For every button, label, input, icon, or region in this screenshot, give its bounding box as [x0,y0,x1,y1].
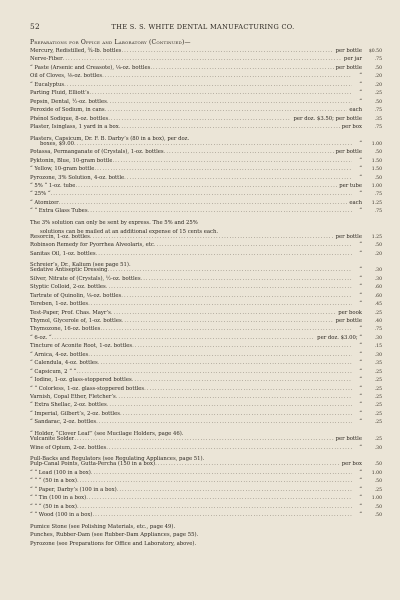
item-label: “ “ “ (50 in a box) [30,503,77,510]
leader-dots [105,106,348,114]
item-unit: “ [359,242,362,249]
page-header [30,22,382,31]
item-price: .25 [374,437,382,443]
item-unit: per bottle [335,318,362,324]
item-label: “ 25% “ [30,191,51,198]
price-row [30,444,382,452]
price-row [30,216,382,227]
leader-dots [132,376,352,384]
item-unit: “ [359,267,362,274]
item-price: .50 [374,99,382,105]
item-price: .35 [374,116,382,122]
item-unit: “ [359,191,362,198]
leader-dots [51,190,352,198]
price-row [30,275,382,283]
page-number: 52 [30,22,41,31]
leader-dots [92,511,352,519]
item-label: The 3% solution can only be sent by express. The 5% and 25% [30,220,198,227]
leader-dots [107,401,352,409]
leader-dots [100,325,352,333]
leader-dots [108,266,352,274]
item-label: Silver, Nitrate of (Crystals), ½-oz. bottles [30,275,141,282]
price-row [30,469,382,477]
item-price: .50 [374,150,382,156]
item-label: “ “ “ (50 in a box) [30,478,77,485]
item-label: Punches, Rubber-Dam (see Rubber-Dam Appliances, page 55). [30,532,199,539]
item-price: .35 [374,361,382,367]
leader-dots [120,410,352,418]
price-row [30,123,382,131]
item-unit: “ [359,326,362,333]
price-row [30,368,382,376]
leader-dots [131,258,352,266]
leader-dots [132,342,352,350]
leader-dots [112,157,352,165]
price-row [30,520,382,528]
price-row [30,106,382,114]
price-row [30,351,382,359]
item-label: “ Paste (Arsenic and Creasote), ⅛-oz. bottles [30,64,151,71]
section-title: Preparations for Office and Laboratory (Continued)— [30,39,191,46]
price-row [30,199,382,207]
leader-dots [150,64,333,72]
price-row [30,342,382,350]
leader-dots [119,123,340,131]
item-price: 1.00 [371,184,382,189]
price-row [30,477,382,485]
item-unit: “ [359,208,362,215]
item-unit: “ [359,250,362,257]
leader-dots [164,148,334,156]
leader-dots [141,275,352,283]
price-row [30,309,382,317]
item-unit: “ [359,292,362,299]
item-label: Sedative Antiseptic Dressing [30,267,108,274]
leader-dots [122,317,334,325]
leader-dots [52,334,316,342]
price-row [30,250,382,258]
item-label: boxes, $9.00 [40,140,74,147]
price-row [30,410,382,418]
leader-dots [124,174,352,182]
item-price: .75 [374,327,382,333]
leader-dots [196,536,352,544]
item-unit: “ [359,140,362,147]
price-row [30,165,382,173]
price-row [30,334,382,342]
item-unit: “ [359,402,362,409]
price-row [30,401,382,409]
leader-dots [204,452,352,460]
item-price: .50 [374,175,382,181]
item-unit: “ [359,503,362,510]
item-unit: per bottle [335,48,362,54]
item-price: .40 [374,319,382,324]
item-label: Pyrozone (see Preparations for Office and Laboratory, above). [30,540,197,547]
leader-dots [96,250,352,258]
item-price: .25 [374,420,382,426]
leader-dots [96,418,352,426]
item-price: 1.50 [371,158,382,164]
item-unit: per book [338,309,362,316]
item-price: .25 [374,91,382,97]
item-price: .30 [374,276,382,282]
leader-dots [218,224,352,232]
leader-dots [198,216,352,224]
item-unit: “ [359,410,362,417]
item-label: Peroxide of Sodium, in cans [30,107,105,114]
item-label: “ Calendula, 4-oz. bottles [30,360,98,367]
leader-dots [106,444,352,452]
leader-dots [63,55,342,63]
leader-dots [183,427,352,435]
price-row [30,393,382,401]
item-price: 1.00 [371,496,382,502]
leader-dots [98,359,352,367]
item-price: 1.00 [371,470,382,476]
leader-dots [88,207,352,215]
leader-dots [74,435,333,443]
price-row [30,131,382,142]
item-unit: “ [359,90,362,97]
item-label: “ Atomizer [30,199,59,206]
item-label: “ 5% “ 1-oz. tube [30,183,76,189]
item-price: .50 [374,504,382,510]
item-label: Nerve-Fiber [30,56,63,63]
leader-dots [91,469,352,477]
item-label: Thymozone, 16-oz. bottles [30,326,101,333]
price-row [30,376,382,384]
price-row [30,325,382,333]
item-unit: “ [359,368,362,375]
item-price: .50 [374,479,382,485]
item-unit: per tube [339,183,362,189]
leader-dots [86,494,352,502]
price-row [30,511,382,519]
leader-dots [94,165,352,173]
leader-dots [77,503,352,511]
item-price: .30 [374,352,382,358]
price-row [30,427,382,438]
item-unit: “ [359,351,362,358]
item-unit: “ [359,284,362,291]
price-row [30,190,382,198]
item-label: Pull-Backs and Regulators (see Regulating Appliances, page 51). [30,456,205,463]
item-label: “ Iodine, 1-oz. glass-stoppered bottles [30,377,132,384]
item-unit: “ [359,385,362,392]
item-price: .50 [374,65,382,71]
price-row [30,486,382,494]
item-unit: “ [359,157,362,164]
price-row [30,81,382,89]
item-price: .25 [374,411,382,417]
price-row [30,460,382,468]
item-label: Test-Paper, Prof. Chas. Mayr’s [30,309,111,316]
item-label: Tartrate of Quinolin, ⅛-oz. bottles [30,292,122,299]
item-label: “ Capsicum, 2 “ “ [30,368,77,375]
item-label: Varnish, Copal Ether, Fletcher’s [30,393,116,400]
item-label: “ Arnica, 4-oz. bottles [30,351,89,358]
item-label: Pepsin, Dental, ½-oz. bottles [30,98,107,105]
item-label: Resorcin, 1-oz. bottles [30,233,90,240]
leader-dots [144,385,352,393]
item-label: Wine of Opium, 2-oz. bottles [30,444,107,451]
item-label: Pyktonin, Blue, 10-gram bottle [30,157,113,164]
item-unit: each [349,199,362,206]
price-row [30,148,382,156]
price-row [30,55,382,63]
item-label: Parting Fluid, Elliott’s [30,90,90,97]
price-row [30,452,382,463]
item-price: .15 [374,344,382,350]
price-row [30,494,382,502]
item-unit: “ [359,166,362,173]
price-row [30,418,382,426]
item-label: Mercury, Redistilled, ¾-lb. bottles [30,48,122,54]
leader-dots [121,292,352,300]
item-label: Potassa, Permanganate of (Crystals), 1-oz. bottles [30,149,164,156]
item-price: 1.50 [371,167,382,173]
item-price: .75 [374,108,382,114]
price-row [30,115,382,123]
item-price: .75 [374,192,382,198]
price-row [30,89,382,97]
item-unit: per bottle [335,149,362,156]
leader-dots [198,528,352,536]
price-row [30,300,382,308]
item-label: “ Sandarac, 2-oz. bottles [30,419,97,426]
item-price: .30 [374,335,382,341]
item-price: .25 [374,310,382,316]
leader-dots [90,233,334,241]
price-row [30,64,382,72]
item-label: “ Eucalyptus [30,81,65,88]
item-unit: “ [359,486,362,493]
item-label: Pyrozone, 3% Solution, 4-oz. bottle [30,174,125,181]
item-price: .30 [374,445,382,451]
item-unit: per bottle [335,436,362,443]
leader-dots [117,486,352,494]
leader-dots [102,72,352,80]
price-row [30,503,382,511]
price-row [30,98,382,106]
item-unit: “ [359,275,362,282]
price-row [30,233,382,241]
price-row [30,317,382,325]
leader-dots [75,182,337,190]
item-price: 1.00 [371,141,382,147]
leader-dots [154,241,352,249]
item-price: .60 [374,285,382,291]
price-list [30,47,382,545]
price-row [30,283,382,291]
item-unit: per doz. $3.00; “ [317,334,362,341]
price-row [30,266,382,274]
item-price: .25 [374,403,382,409]
price-row [30,182,382,190]
item-label: “ “ Lead (100 in a box) [30,469,91,476]
item-price: .45 [374,302,382,308]
leader-dots [88,351,352,359]
item-price: .50 [374,513,382,519]
item-price: .20 [374,82,382,88]
item-unit: per doz. $3.50; per bottle [293,115,362,122]
item-label: “ “ Wood (100 in a box) [30,512,93,519]
item-label: Vulcanite Solder [30,436,75,443]
leader-dots [74,140,352,148]
item-unit: “ [359,393,362,400]
item-unit: “ [359,512,362,519]
item-unit: “ [359,469,362,476]
price-row [30,207,382,215]
item-price: .25 [374,369,382,375]
price-row [30,174,382,182]
item-price: .75 [374,124,382,130]
leader-dots [64,81,352,89]
item-label: Tincture of Aconite Root, 1-oz. bottles [30,343,133,350]
item-price: .25 [374,378,382,384]
leader-dots [59,199,348,207]
leader-dots [76,368,352,376]
item-label: Styptic Colloid, 2-oz. bottles [30,284,106,291]
price-row [30,258,382,269]
item-price: .50 [374,243,382,249]
item-label: Schreier’s, Dr., Kalium (see page 51). [30,262,131,269]
item-label: solutions can be mailed at an additional expense of 15 cents each. [40,228,219,235]
item-label: “ Holder, “Clover Leaf” (see Mucilage Holders, page 46). [30,431,184,438]
item-unit: per bottle [335,233,362,240]
leader-dots [88,300,352,308]
item-unit: “ [359,478,362,485]
price-row [30,359,382,367]
item-price: $0.50 [368,49,382,54]
item-price: .20 [374,74,382,80]
item-unit: each [349,107,362,114]
leader-dots [116,393,352,401]
price-row [30,241,382,249]
item-price: .60 [374,293,382,299]
item-unit: per bottle [335,64,362,71]
item-label: Tereben, 1-oz. bottles [30,301,89,308]
item-label: “ Imperial, Gilbert’s, 2-oz. bottles [30,410,120,417]
item-label: “ 6-oz. “ [30,334,52,341]
item-price: .75 [374,57,382,63]
item-label: Phénol Sodique, 8-oz. bottles [30,115,109,122]
item-unit: “ [359,343,362,350]
leader-dots [108,115,291,123]
leader-dots [106,283,352,291]
item-unit: “ [359,98,362,105]
price-row [30,385,382,393]
item-price: .25 [374,386,382,392]
leader-dots [189,131,352,139]
item-price: .75 [374,209,382,215]
item-label: “ “ Paper, Darby’s (100 in a box) [30,486,117,493]
item-label: “ “ Tin (100 in a box) [30,495,87,502]
item-label: Thymol, Glycerole of, 1-oz. bottles [30,318,122,324]
leader-dots [89,89,352,97]
item-price: .25 [374,487,382,493]
item-unit: “ [359,377,362,384]
item-label: Plasters, Capsicum, Dr. F. B. Darby’s (80 in a box), per doz. [30,135,190,142]
item-price: 1.25 [371,234,382,240]
item-unit: “ [359,174,362,181]
item-unit: “ [359,301,362,308]
item-label: Oil of Cloves, ⅛-oz. bottles [30,73,103,80]
item-unit: per box [341,461,362,468]
item-label: Pulp-Canal Points, Gutta-Percha (150 in a box) [30,461,156,468]
item-price: .25 [374,394,382,400]
price-row [30,47,382,55]
leader-dots [175,520,352,528]
item-unit: “ [359,73,362,80]
item-label: Robinson Remedy for Pyorrhea Alveolaris, etc [30,242,154,249]
leader-dots [121,47,333,55]
item-unit: “ [359,444,362,451]
item-price: 1.25 [371,200,382,206]
price-row [30,435,382,443]
item-label: Plaster, Isinglass, 1 yard in a box [30,123,119,130]
item-price: .20 [374,251,382,257]
leader-dots [155,460,340,468]
item-label: Pumice Stone (see Polishing Materials, etc., page 49). [30,523,176,530]
item-label: “ Yellow, 10-gram bottle [30,166,95,173]
item-unit: “ [359,495,362,502]
running-title: THE S. S. WHITE DENTAL MANUFACTURING CO. [111,23,295,31]
item-label: “ “ Extra Glass Tubes [30,208,88,215]
leader-dots [107,98,352,106]
price-row [30,157,382,165]
item-unit: “ [359,81,362,88]
item-price: .50 [374,462,382,468]
item-label: “ “ Colorless, 1-oz. glass-stoppered bottles [30,385,145,392]
item-label: Sanitas Oil, 1-oz. bottles [30,250,96,257]
item-unit: “ [359,360,362,367]
leader-dots [77,477,352,485]
item-unit: “ [359,419,362,426]
item-unit: per jar [343,56,362,63]
price-row [30,140,382,148]
price-row [30,72,382,80]
item-unit: per box [341,123,362,130]
leader-dots [111,309,336,317]
item-label: “ Extra Shellac, 2-oz. bottles [30,402,107,409]
price-row [30,292,382,300]
item-price: .30 [374,268,382,274]
